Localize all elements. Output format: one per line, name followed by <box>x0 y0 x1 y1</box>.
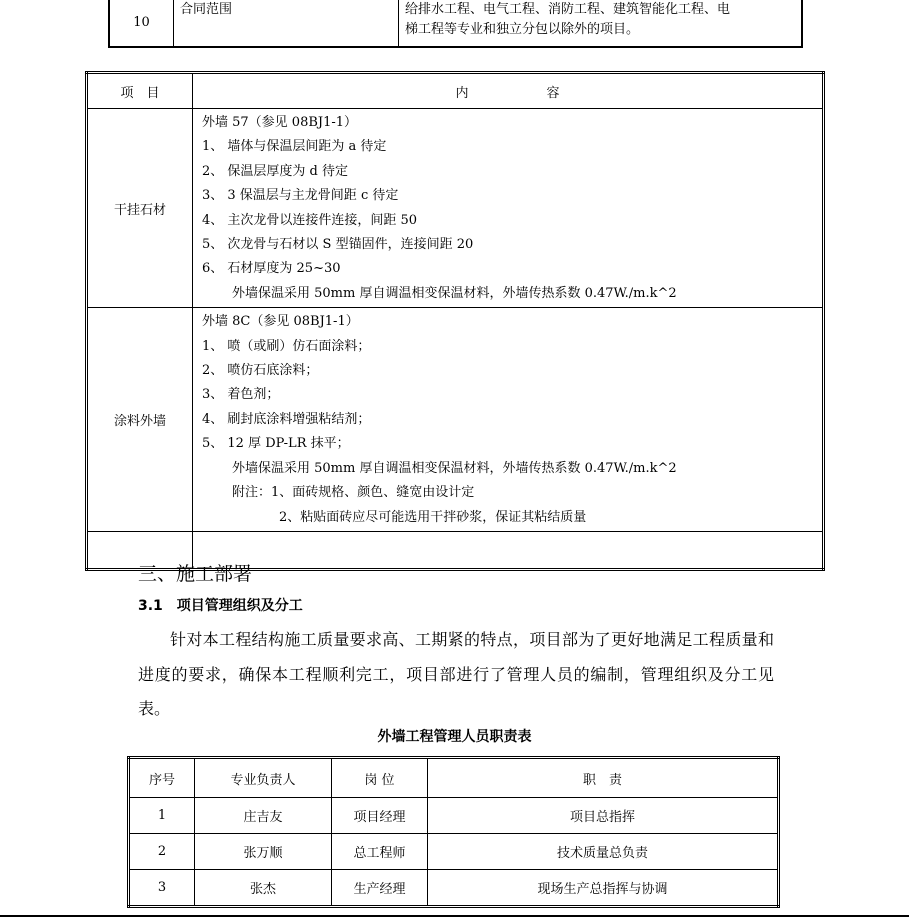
cell-post: 生产经理 <box>332 870 428 907</box>
row-content <box>399 0 803 47</box>
content-line: 2、 保温层厚度为 d 待定 <box>202 163 348 179</box>
cell-lead: 庄吉友 <box>195 798 332 834</box>
content-line: 3、 3 保温层与主龙骨间距 c 待定 <box>202 188 399 204</box>
cell-lead: 张万顺 <box>195 834 332 870</box>
cell-lead: 张杰 <box>195 870 332 907</box>
staff-table <box>127 756 780 908</box>
cell-duty: 技术质量总负责 <box>428 834 779 870</box>
content-line: 2、粘贴面砖应尽可能选用干拌砂浆，保证其粘结质量 <box>279 509 587 525</box>
row-content <box>193 109 824 308</box>
table-row <box>129 870 779 907</box>
cell-post: 总工程师 <box>332 834 428 870</box>
content-line: 外墙 8C（参见 08BJ1-1） <box>202 314 359 330</box>
cell-no: 3 <box>129 870 195 907</box>
table-row <box>87 109 824 308</box>
table-row <box>129 798 779 834</box>
page-bottom-rule <box>0 915 909 917</box>
table-row <box>109 0 802 47</box>
content-line: 3、 着色剂； <box>202 387 280 403</box>
empty-cell <box>193 531 824 569</box>
scope-table <box>108 0 803 48</box>
header-post: 岗 位 <box>332 758 428 798</box>
content-line: 4、 主次龙骨以连接件连接，间距 50 <box>202 212 418 228</box>
cell-post: 项目经理 <box>332 798 428 834</box>
row-label: 涂料外墙 <box>87 308 193 532</box>
content-line: 5、 次龙骨与石材以 S 型锚固件，连接间距 20 <box>202 237 474 253</box>
content-line: 外墙 57（参见 08BJ1-1） <box>202 115 358 130</box>
cell-no: 1 <box>129 798 195 834</box>
header-duty: 职 责 <box>428 758 779 798</box>
content-line: 1、 墙体与保温层间距为 a 待定 <box>202 139 387 155</box>
section-title: 三、施工部署 <box>138 563 253 585</box>
content-line: 给排水工程、电气工程、消防工程、建筑智能化工程、电 <box>405 2 731 17</box>
content-line: 外墙保温采用 50mm 厚自调温相变保温材料，外墙传热系数 0.47W./m.k^2 <box>232 460 677 476</box>
table-row <box>87 308 824 532</box>
header-item: 项 目 <box>87 73 193 109</box>
cell-no: 2 <box>129 834 195 870</box>
content-line: 2、 喷仿石底涂料； <box>202 363 319 379</box>
table-row <box>129 834 779 870</box>
body-paragraph: 针对本工程结构施工质量要求高、工期紧的特点，项目部为了更好地满足工程质量和进度的要求，确保本工程顺利完工，项目部进行了管理人员的编制，管理组织及分工见表。 <box>138 630 774 718</box>
table-header-row <box>87 73 824 109</box>
row-content <box>193 308 824 532</box>
table-header-row <box>129 758 779 798</box>
row-label: 干挂石材 <box>87 109 193 308</box>
content-line: 6、 石材厚度为 25~30 <box>202 261 341 277</box>
content-line: 梯工程等专业和独立分包以除外的项目。 <box>405 22 640 37</box>
content-line: 外墙保温采用 50mm 厚自调温相变保温材料，外墙传热系数 0.47W./m.k^2 <box>232 285 677 301</box>
row-item: 合同范围 <box>174 0 399 47</box>
content-line: 附注：1、面砖规格、颜色、缝宽由设计定 <box>232 485 475 501</box>
cell-duty: 项目总指挥 <box>428 798 779 834</box>
header-lead: 专业负责人 <box>195 758 332 798</box>
content-line: 1、 喷（或刷）仿石面涂料； <box>202 338 371 354</box>
row-number: 10 <box>109 0 174 47</box>
header-no: 序号 <box>129 758 195 798</box>
table-caption: 外墙工程管理人员职责表 <box>377 729 532 745</box>
cell-duty: 现场生产总指挥与协调 <box>428 870 779 907</box>
facade-table <box>85 71 825 571</box>
subsection-title: 3.1 项目管理组织及分工 <box>138 598 303 614</box>
content-line: 4、 刷封底涂料增强粘结剂； <box>202 411 371 427</box>
header-content: 内 容 <box>193 73 824 109</box>
content-line: 5、 12 厚 DP-LR 抹平； <box>202 436 350 452</box>
